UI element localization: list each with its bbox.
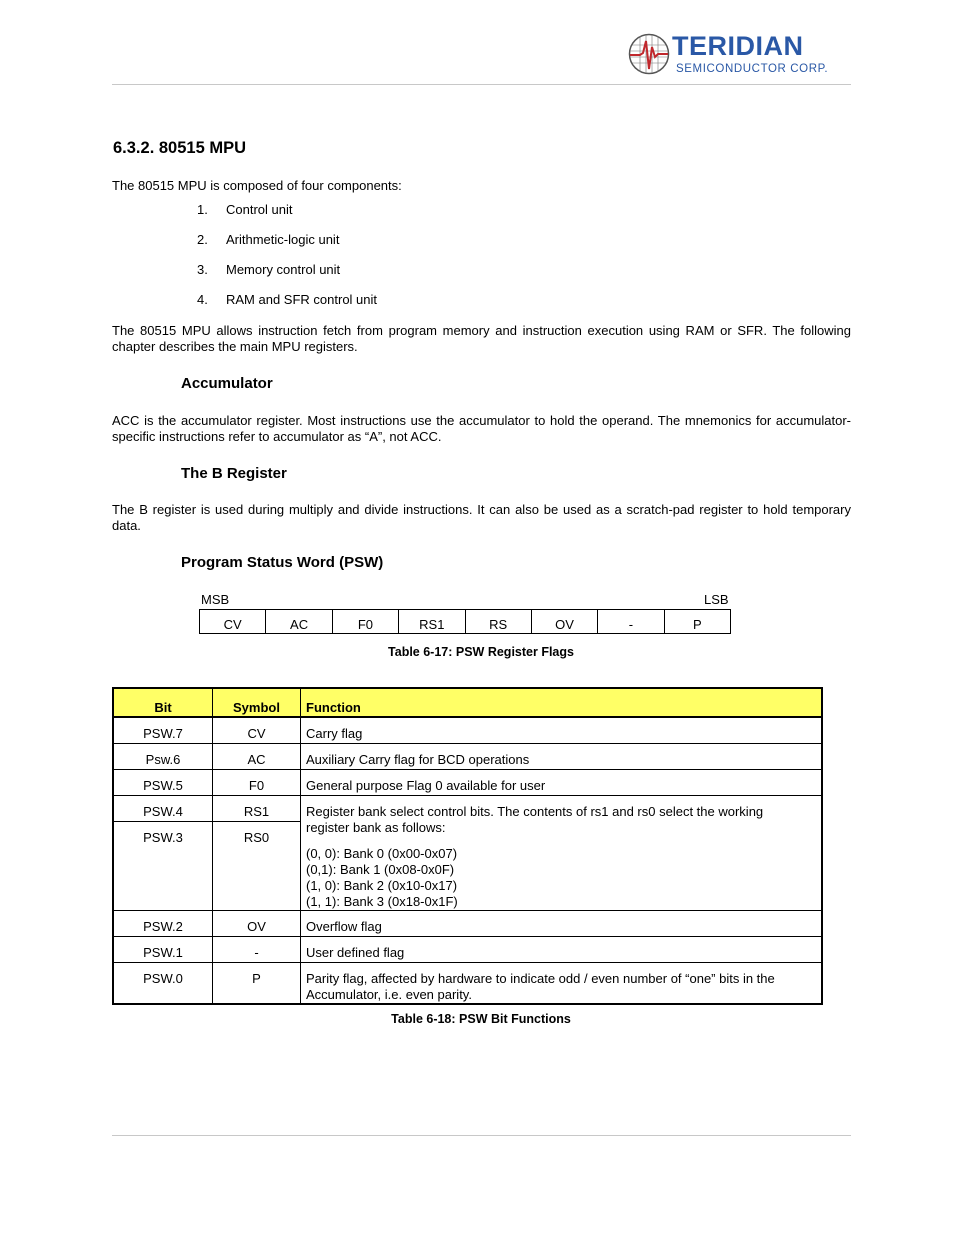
bank-line: (0,1): Bank 1 (0x08-0x0F) xyxy=(306,861,455,877)
cell-bit: PSW.1 xyxy=(143,944,183,960)
psw-flag-cell: CV xyxy=(223,617,242,632)
company-logo xyxy=(628,30,828,80)
cell-function: General purpose Flag 0 available for user xyxy=(306,777,546,793)
list-number: 3. xyxy=(197,262,208,277)
function-line: register bank as follows: xyxy=(306,819,446,835)
cell-function: Overflow flag xyxy=(306,918,382,934)
accumulator-text: ACC is the accumulator register. Most instructions use the accumulator to hold the operand. The mnemonics for accumulator-specific instructions refer to accumulator as “A”, not ACC. xyxy=(112,413,851,444)
header-function: Function xyxy=(301,688,823,717)
header-bit: Bit xyxy=(113,688,213,717)
section-title: 6.3.2. 80515 MPU xyxy=(113,139,246,157)
table-row xyxy=(113,795,822,821)
cell-function: User defined flag xyxy=(306,944,405,960)
cell-symbol: RS1 xyxy=(243,803,270,819)
list-label: RAM and SFR control unit xyxy=(226,292,378,307)
list-label: Memory control unit xyxy=(226,262,341,277)
b-register-heading: The B Register xyxy=(181,465,287,482)
header-divider xyxy=(112,84,851,85)
function-line: Parity flag, affected by hardware to indicate odd / even number of “one” bits in the xyxy=(306,970,775,986)
list-item xyxy=(197,202,377,232)
bank-line: (0, 0): Bank 0 (0x00-0x07) xyxy=(306,845,458,861)
list-item xyxy=(197,292,377,322)
registers-paragraph: The 80515 MPU allows instruction fetch from program memory and instruction execution using RAM or SFR. The following chapter describes the main MPU registers. xyxy=(112,323,851,354)
lsb-label: LSB xyxy=(704,592,729,607)
table-row xyxy=(113,936,822,962)
psw-flag-cell: RS1 xyxy=(398,610,464,633)
function-line: Accumulator, i.e. even parity. xyxy=(306,986,472,1002)
cell-symbol: CV xyxy=(247,726,266,741)
footer-divider xyxy=(112,1135,851,1136)
list-item xyxy=(197,232,377,262)
cell-bit: Psw.6 xyxy=(145,751,181,767)
psw-flag-cell: AC xyxy=(265,610,331,633)
cell-bit: PSW.3 xyxy=(143,829,183,845)
psw-flag-cell: - xyxy=(597,610,663,633)
table-row xyxy=(113,717,822,743)
psw-flag-cell: P xyxy=(664,610,730,633)
table-row xyxy=(113,910,822,936)
header-symbol: Symbol xyxy=(213,688,301,717)
cell-bit: PSW.5 xyxy=(143,777,183,793)
list-label: Control unit xyxy=(226,202,293,217)
logo-wordmark: TERIDIAN xyxy=(672,31,804,61)
psw-flag-cell: RS xyxy=(465,610,531,633)
cell-bit: PSW.4 xyxy=(143,803,183,819)
msb-label: MSB xyxy=(201,592,230,607)
intro-text: The 80515 MPU is composed of four components: xyxy=(112,178,402,193)
table-row xyxy=(113,743,822,769)
table-row xyxy=(113,962,822,1004)
list-item xyxy=(197,262,377,292)
psw-flag-cell: OV xyxy=(531,610,597,633)
psw-bit-table xyxy=(112,687,823,1005)
table-row xyxy=(113,769,822,795)
psw-register-bar xyxy=(199,609,731,634)
cell-bit: PSW.2 xyxy=(143,918,183,934)
cell-symbol: OV xyxy=(247,918,266,934)
cell-function: Auxiliary Carry flag for BCD operations xyxy=(306,751,530,767)
cell-bit: PSW.7 xyxy=(143,726,183,741)
b-register-text: The B register is used during multiply and divide instructions. It can also be used as a scratch-pad register to hold temporary data. xyxy=(112,502,851,533)
bank-line: (1, 1): Bank 3 (0x18-0x1F) xyxy=(306,893,458,909)
cell-function-register-bank xyxy=(306,796,821,910)
psw-heading: Program Status Word (PSW) xyxy=(181,554,384,571)
list-number: 4. xyxy=(197,292,208,307)
table-header-row xyxy=(113,688,822,717)
cell-bit: PSW.0 xyxy=(143,970,183,986)
accumulator-heading: Accumulator xyxy=(181,375,273,392)
psw-flag-cell: F0 xyxy=(332,610,398,633)
cell-symbol: P xyxy=(252,970,261,986)
cell-symbol: AC xyxy=(247,751,266,767)
cell-function: Carry flag xyxy=(306,726,363,741)
psw-flags-caption: Table 6-17: PSW Register Flags xyxy=(388,645,574,659)
bit-functions-caption: Table 6-18: PSW Bit Functions xyxy=(391,1012,571,1026)
list-number: 1. xyxy=(197,202,208,217)
component-list xyxy=(197,202,377,322)
cell-symbol: - xyxy=(254,944,259,960)
list-number: 2. xyxy=(197,232,208,247)
logo-emblem-icon xyxy=(628,33,672,77)
cell-symbol: F0 xyxy=(248,777,265,793)
cell-function-parity xyxy=(306,963,821,1003)
list-label: Arithmetic-logic unit xyxy=(226,232,340,247)
logo-subtitle: SEMICONDUCTOR CORP. xyxy=(676,63,829,75)
cell-symbol: RS0 xyxy=(243,829,270,845)
function-line: Register bank select control bits. The contents of rs1 and rs0 select the working xyxy=(306,803,764,819)
bank-line: (1, 0): Bank 2 (0x10-0x17) xyxy=(306,877,458,893)
